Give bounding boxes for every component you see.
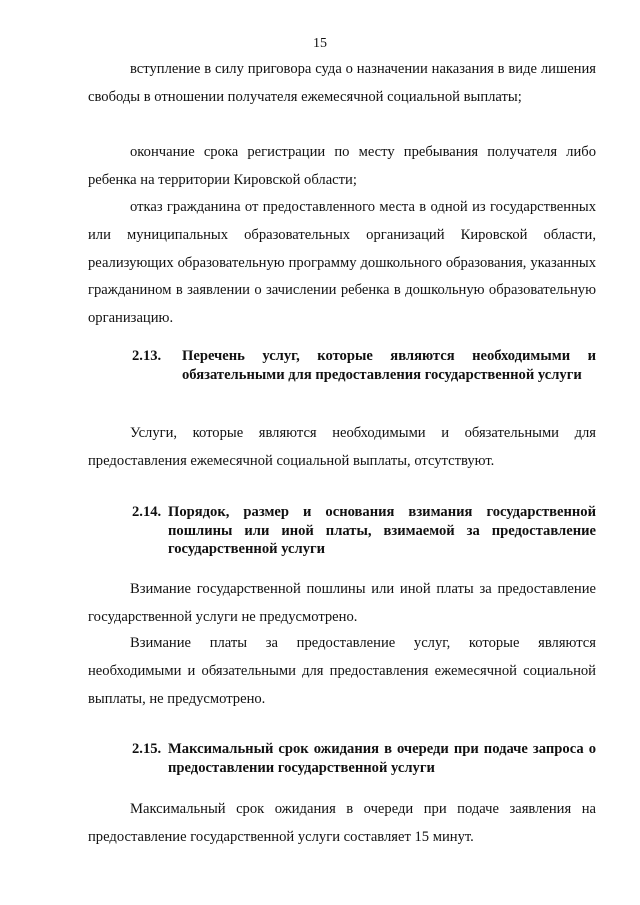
section-number: 2.15. xyxy=(132,741,162,757)
section-title: Порядок, размер и основания взимания государственной пошлины или иной платы, взимаемой за предоставление государственной услуги xyxy=(168,504,596,557)
section-2-15-heading xyxy=(132,740,596,777)
paragraph-registration-end: окончание срока регистрации по месту пребывания получателя либо ребенка на территории Кировской области; xyxy=(88,144,596,188)
section-2-14-heading xyxy=(132,503,596,559)
section-title: Перечень услуг, которые являются необходимыми и обязательными для предоставления государственной услуги xyxy=(182,348,596,383)
paragraph-refusal-of-place: отказ гражданина от предоставленного места в одной из государственных или муниципальных образовательных организаций Кировской области, реализующих образовательную программу дошкольного образования, указанных гражданином в заявлении о зачислении ребенка в дошкольную образовательную организацию. xyxy=(88,199,596,327)
section-2-15-body: Максимальный срок ожидания в очереди при подаче заявления на предоставление государственной услуги составляет 15 минут. xyxy=(88,801,596,845)
section-2-13-heading xyxy=(132,347,596,384)
paragraph-imprisonment: вступление в силу приговора суда о назначении наказания в виде лишения свободы в отношении получателя ежемесячной социальной выплаты; xyxy=(88,61,596,105)
page-number: 15 xyxy=(313,36,327,51)
section-2-14-body-services-fee: Взимание платы за предоставление услуг, которые являются необходимыми и обязательными для предоставления ежемесячной социальной выплаты, не предусмотрено. xyxy=(88,635,596,707)
section-title: Максимальный срок ожидания в очереди при подаче запроса о предоставлении государственной услуги xyxy=(168,741,596,776)
section-number: 2.13. xyxy=(132,348,162,364)
section-number: 2.14. xyxy=(132,504,162,520)
section-2-14-body-fee: Взимание государственной пошлины или иной платы за предоставление государственной услуги не предусмотрено. xyxy=(88,581,596,625)
section-2-13-body: Услуги, которые являются необходимыми и обязательными для предоставления ежемесячной социальной выплаты, отсутствуют. xyxy=(88,425,596,469)
